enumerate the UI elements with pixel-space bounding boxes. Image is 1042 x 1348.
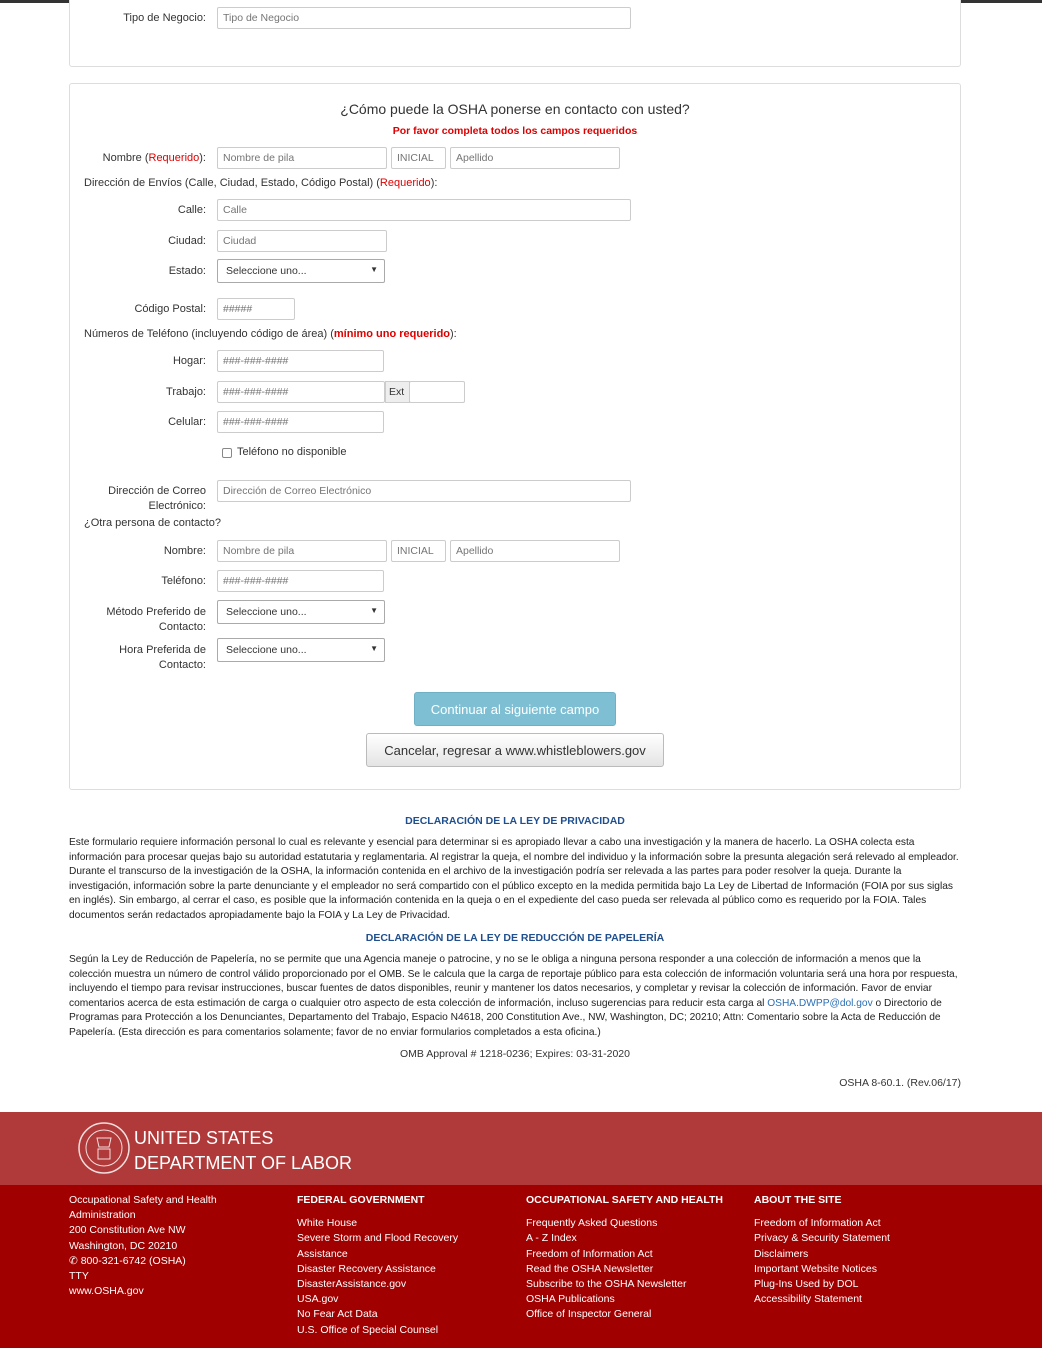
city-label: Ciudad: [168,235,206,247]
dwpp-email-link[interactable]: OSHA.DWPP@dol.gov [767,997,873,1009]
name-label: Nombre (Requerido): [102,152,206,164]
other-phone-label: Teléfono: [161,575,206,587]
footer-link[interactable]: A - Z Index [526,1232,577,1245]
state-label: Estado: [168,265,206,277]
footer-col-about [754,1193,954,1307]
footer-link[interactable]: Disaster Recovery Assistance [297,1262,436,1275]
footer-heading: FEDERAL GOVERNMENT [297,1194,425,1206]
other-name-label: Nombre: [163,545,206,557]
zip-input[interactable] [217,298,295,320]
footer-link[interactable]: USA.gov [297,1293,339,1306]
phone-icon: ✆ [69,1254,81,1267]
footer-address: Occupational Safety and Health Administration 200 Constitution Ave NW Washington, DC 20210 ✆ 800-321-6742 (OSHA) TTY www.OSHA.gov [69,1194,217,1298]
paperwork-heading: DECLARACIÓN DE LA LEY DE REDUCCIÓN DE PAPELERÍA [365,932,665,944]
method-select[interactable]: Seleccione uno... ▼ [217,600,385,624]
footer-link[interactable]: Accessibility Statement [754,1293,862,1306]
footer-link[interactable]: No Fear Act Data [297,1308,378,1321]
footer-col-federal [297,1193,477,1338]
work-phone-input[interactable] [217,381,385,403]
other-first-name-input[interactable] [217,540,387,562]
form-id: OSHA 8-60.1. (Rev.06/17) [839,1077,961,1089]
state-select[interactable]: Seleccione uno... ▼ [217,259,385,283]
street-input[interactable] [217,199,631,221]
address-label: Dirección de Envíos (Calle, Ciudad, Estado, Código Postal) (Requerido): [84,177,438,189]
phones-label: Números de Teléfono (incluyendo código de área) (mínimo uno requerido): [84,328,457,340]
chevron-down-icon: ▼ [370,265,378,274]
footer-link[interactable]: Severe Storm and Flood Recovery Assistance [297,1232,459,1260]
footer-link[interactable]: OSHA Publications [526,1293,615,1306]
omb-approval: OMB Approval # 1218-0236; Expires: 03-31-2020 [400,1048,630,1060]
footer-link[interactable]: Office of Inspector General [526,1308,652,1321]
business-type-input[interactable] [217,7,631,29]
no-phone-label: Teléfono no disponible [237,446,347,458]
other-phone-input[interactable] [217,570,384,592]
work-phone-label: Trabajo: [166,386,206,398]
footer-heading: ABOUT THE SITE [754,1194,842,1206]
other-contact-label: ¿Otra persona de contacto? [84,517,221,529]
time-select[interactable]: Seleccione uno... ▼ [217,638,385,662]
initial-input[interactable] [391,147,446,169]
contact-panel [69,83,961,790]
home-phone-input[interactable] [217,350,384,372]
privacy-heading: DECLARACIÓN DE LA LEY DE PRIVACIDAD [405,815,625,827]
ext-addon: Ext [385,381,410,403]
chevron-down-icon: ▼ [370,644,378,653]
home-phone-label: Hogar: [172,355,206,367]
paperwork-text: Según la Ley de Reducción de Papelería, no se permite que una Agencia maneje o patrocine, y no se le obliga a ninguna persona responder a una colección de información a menos que la colección muestra un número de control válido proporcionado por el OMB. Se le calcula que la carga de reportaje público para esta colección de información voluntaria será una hora por respuesta, incluyendo el tiempo para revisar instrucciones, buscar fuentes de datos disponibles, reunir y mantener los datos necesarios, y completar y revisar la colección de información. Favor de enviar comentarios acerca de esta estimación de carga o cualquier otro aspecto de esta colección de información, incluso sugerencias para reducir esta carga al OSHA.DWPP@dol.gov o Directorio de Programas para Protección a los Denunciantes, Departamento del Trabajo, Espacio N4618, 200 Constitution Ave., NW, Washington, DC; 20210; Attn: Comentario sobre la Acta de Reducción de Papelería. (Esta dirección es para comentarios solamente; favor de no enviar formularios completados a esta oficina.) [69,954,958,1038]
privacy-text: Este formulario requiere información personal lo cual es relevante y esencial para determinar si es apropiado llevar a cabo una investigación y la manera de hacerlo. La OSHA colecta esta información para procesar quejas bajo su autoridad estatutaria y reglamentaria. Al registrar la queja, el nombre del individuo y la información sobre la presunta alegación será relevado al empleador. Durante el transcurso de la investigación de la OSHA, la información contenida en el archivo de la investigación podría ser relevada a las partes para poder resolver la queja. Durante la investigación, información sobre la parte denunciante y el empleador no será compartido con el público excepto en la medida permitida bajo La Ley de Libertad de Información (FOIA por sus siglas en inglés). Sin embargo, al cerrar el caso, es posible que la información contenida en la queja o en el expediente del caso pueda ser relevada al público como es requerido por la FOIA. Tales documentos serán redactados apropiadamente bajo la FOIA y La Ley de Privacidad. [69,837,959,921]
footer-link[interactable]: Read the OSHA Newsletter [526,1262,654,1275]
ext-input[interactable] [409,381,465,403]
method-label: Método Preferido de Contacto: [106,606,206,633]
footer-link[interactable]: Subscribe to the OSHA Newsletter [526,1278,687,1291]
city-input[interactable] [217,230,387,252]
cancel-button[interactable]: Cancelar, regresar a www.whistleblowers.gov [366,733,664,767]
contact-title: ¿Cómo puede la OSHA ponerse en contacto con usted? [340,101,690,117]
street-label: Calle: [177,204,206,216]
footer-link[interactable]: Freedom of Information Act [754,1217,881,1230]
other-last-name-input[interactable] [450,540,620,562]
no-phone-checkbox[interactable] [222,448,232,458]
footer-link[interactable]: Frequently Asked Questions [526,1217,658,1230]
footer-link[interactable]: White House [297,1217,358,1230]
other-initial-input[interactable] [391,540,446,562]
continue-button[interactable]: Continuar al siguiente campo [414,692,616,726]
business-type-label: Tipo de Negocio: [123,12,206,24]
dol-seal-logo[interactable] [77,1121,131,1175]
required-note: Por favor completa todos los campos requeridos [392,125,638,137]
time-label: Hora Preferida de Contacto: [119,644,206,671]
first-name-input[interactable] [217,147,387,169]
footer-link[interactable]: Disclaimers [754,1247,809,1260]
phone-link[interactable]: 800-321-6742 (OSHA) [80,1254,186,1267]
tty-link[interactable]: TTY [69,1270,89,1283]
zip-label: Código Postal: [134,303,206,315]
footer-heading: OCCUPATIONAL SAFETY AND HEALTH [526,1194,723,1206]
chevron-down-icon: ▼ [370,606,378,615]
osha-site-link[interactable]: www.OSHA.gov [69,1285,144,1298]
cell-phone-label: Celular: [168,416,206,428]
footer-link[interactable]: Plug-Ins Used by DOL [754,1278,859,1291]
email-input[interactable] [217,480,631,502]
last-name-input[interactable] [450,147,620,169]
footer-link[interactable]: Important Website Notices [754,1262,877,1275]
footer-link[interactable]: DisasterAssistance.gov [297,1278,407,1291]
footer-link[interactable]: U.S. Office of Special Counsel [297,1323,439,1336]
footer-link[interactable]: Freedom of Information Act [526,1247,653,1260]
footer-link[interactable]: Privacy & Security Statement [754,1232,890,1245]
footer-col-osha [526,1193,746,1323]
email-label: Dirección de Correo Electrónico: [108,485,206,512]
cell-phone-input[interactable] [217,411,384,433]
footer-brand[interactable]: UNITED STATES DEPARTMENT OF LABOR [134,1128,353,1173]
